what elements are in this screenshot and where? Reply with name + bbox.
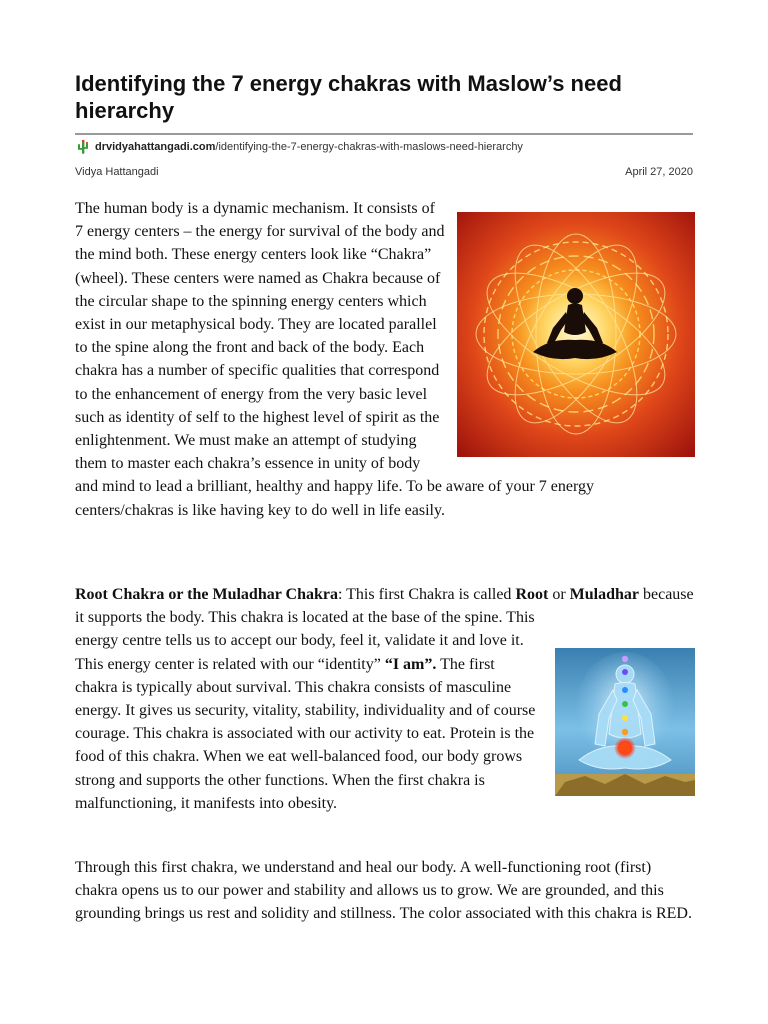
- grounding-paragraph: Through this first chakra, we understand and heal our body. A well-functioning root (first) chakra opens us to our power and stability and allows us to grow. We are grounded, and this grounding brings us rest and solidity and stillness. The color associated with this chakra is RED.: [75, 859, 692, 923]
- publish-date: April 27, 2020: [625, 166, 693, 178]
- muladhar-term: Muladhar: [569, 586, 639, 603]
- root-chakra-text-or: or: [548, 586, 570, 603]
- chakra-body-image: [555, 648, 695, 796]
- intro-text: The human body is a dynamic mechanism. It consists of 7 energy centers – the energy for survival of the body and the mind both. These energy centers look like “Chakra” (wheel). These centers were named as Chakra because of the circular shape to the spinning energy centers which exist in our metaphysical body. They are located parallel to the spine along the front and back of the body. Each chakra has a number of specific qualities that correspond to the enhancement of energy from the very basic level such as identity of self to the highest level of spirit as the enlightenment. We must make an attempt of studying them to master each chakra’s essence in unity of body and mind to lead a brilliant, healthy and happy life. To be aware of your 7 energy centers/chakras is like having key to do well in life easily.: [75, 200, 595, 519]
- source-domain: drvidyahattangadi.com: [95, 141, 216, 153]
- cactus-icon: [75, 139, 91, 155]
- root-term: Root: [515, 586, 549, 603]
- i-am-term: “I am”.: [384, 655, 437, 673]
- article-title: Identifying the 7 energy chakras with Maslow’s need hierarchy: [75, 71, 622, 123]
- root-chakra-paragraph: [75, 583, 695, 815]
- root-chakra-text-b: because it supports the body. This chakra is located at the base of the spine. This energy centre tells us to accept our body, feel it, validate it and love it. This energy center is related with our “identity”: [75, 586, 694, 673]
- title-divider: [75, 133, 693, 135]
- root-chakra-text-c: The first chakra is typically about survival. This chakra consists of masculine energy. It gives us security, vitality, stability, individuality and of course courage. This chakra is associated with our activity to eat. Protein is the food of this chakra. When we eat well-balanced food, our body grows strong and supports the other functions. When the first chakra is malfunctioning, it manifests into obesity.: [75, 655, 536, 812]
- source-link[interactable]: [75, 139, 523, 155]
- root-chakra-text-a: : This first Chakra is called: [337, 586, 516, 603]
- source-path: /identifying-the-7-energy-chakras-with-maslows-need-hierarchy: [215, 141, 523, 153]
- author-name: Vidya Hattangadi: [75, 166, 159, 178]
- intro-paragraph: [75, 197, 695, 522]
- root-chakra-heading: Root Chakra or the Muladhar Chakra: [75, 586, 338, 603]
- meditating-figure-mandala-image: [457, 212, 695, 457]
